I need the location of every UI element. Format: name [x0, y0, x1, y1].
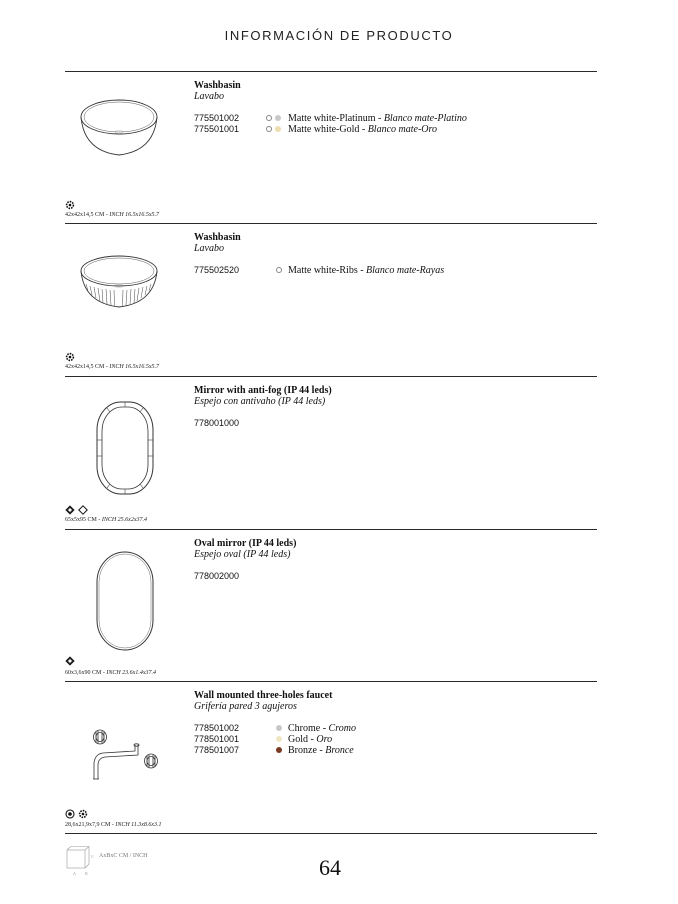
dimensions [65, 822, 162, 829]
finish-name: Chrome - [288, 723, 329, 734]
certification-icons [65, 200, 75, 210]
dimensions-inch: INCH 25.6x2x37.4 [101, 517, 148, 523]
finish-name: Gold - [288, 734, 317, 745]
dimensions-cm: 42x42x14,5 CM - [65, 364, 110, 370]
faucet-illustration [85, 719, 161, 790]
product-oval-mirror [65, 529, 597, 681]
finish-name-es: Blanco mate-Platino [383, 113, 467, 124]
certification-icons [65, 352, 75, 362]
product-code: 778001000 [194, 418, 240, 428]
page-number: 64 [319, 855, 341, 880]
product-name: Mirror with anti-fog (IP 44 leds) [194, 385, 332, 396]
platinum-swatch [275, 115, 281, 121]
certification-icons [65, 809, 88, 819]
dimensions-cm: 65x5x95 CM - [65, 517, 102, 523]
variant-row [194, 745, 594, 756]
variant-row [194, 571, 594, 582]
product-name-es: Espejo oval (IP 44 leds) [194, 549, 291, 560]
product-code: 775501002 [194, 113, 240, 123]
product-code: 778501001 [194, 734, 240, 744]
dimensions [65, 670, 156, 677]
product-code: 775501001 [194, 124, 240, 134]
product-info [194, 385, 594, 429]
product-name: Washbasin [194, 80, 241, 91]
legend-label: AxBxC CM / INCH [99, 853, 148, 859]
ip44-diamond-icon [65, 656, 75, 666]
dimensions-cm: 60x3,6x90 CM - [65, 670, 107, 676]
product-washbasin-smooth [65, 71, 597, 223]
dimensions [65, 212, 159, 219]
product-code: 778501002 [194, 723, 240, 733]
product-name-es: Espejo con antivaho (IP 44 leds) [194, 396, 326, 407]
product-name-es: Grifería pared 3 agujeros [194, 701, 297, 712]
finish-name: Matte white-Gold - [288, 124, 368, 135]
dimensions-inch: INCH 16.5x16.5x5.7 [109, 212, 160, 218]
product-info [194, 80, 594, 135]
finish-name-es: Cromo [328, 723, 356, 734]
gear-icon [78, 809, 88, 819]
finish-name: Matte white-Ribs - [288, 265, 367, 276]
finish-name: Matte white-Platinum - [288, 113, 384, 124]
white-swatch [266, 115, 272, 121]
target-circle-icon [65, 809, 75, 819]
product-name-es: Lavabo [194, 91, 224, 102]
variant-row [194, 124, 594, 135]
ribbed-washbasin-illustration [78, 251, 160, 326]
finish-name-es: Blanco mate-Rayas [366, 265, 445, 276]
bronze-swatch [276, 747, 282, 753]
dimensions-cm: 42x42x14,5 CM - [65, 212, 110, 218]
section-divider [65, 833, 597, 834]
finish-name: Bronze - [288, 745, 326, 756]
product-info [194, 538, 594, 582]
product-name-es: Lavabo [194, 243, 224, 254]
white-swatch [276, 267, 282, 273]
dimension-cube-icon [65, 846, 97, 876]
white-swatch [266, 126, 272, 132]
legend-c-label: C [91, 854, 94, 859]
class-ii-diamond-icon [78, 505, 88, 515]
finish-name-es: Blanco mate-Oro [367, 124, 438, 135]
product-code: 775502520 [194, 265, 240, 275]
product-name: Oval mirror (IP 44 leds) [194, 538, 297, 549]
legend-a-label: A [73, 871, 76, 876]
washbasin-illustration [78, 93, 160, 168]
product-name: Washbasin [194, 232, 241, 243]
product-info [194, 232, 594, 276]
gold-swatch [275, 126, 281, 132]
product-mirror-antifog [65, 376, 597, 529]
page-title: INFORMACIÓN DE PRODUCTO [224, 28, 454, 43]
variant-row [194, 113, 594, 124]
oval-mirror-illustration [95, 550, 155, 657]
finish-name-es: Bronce [325, 745, 354, 756]
mirror-illustration [95, 400, 155, 501]
gold-swatch [276, 736, 282, 742]
dimensions [65, 364, 159, 371]
finish-name-es: Oro [316, 734, 333, 745]
product-info [194, 690, 594, 756]
variant-row [194, 723, 594, 734]
product-code: 778501007 [194, 745, 240, 755]
dimensions-cm: 28,6x21,9x7,9 CM - [65, 822, 116, 828]
variant-row [194, 734, 594, 745]
legend-b-label: B [85, 871, 88, 876]
gear-icon [65, 200, 75, 210]
product-code: 778002000 [194, 571, 240, 581]
certification-icons [65, 505, 88, 515]
variant-row [194, 418, 594, 429]
product-wall-faucet [65, 681, 597, 833]
dimensions-inch: INCH 11.3x8.6x3.1 [115, 822, 162, 828]
product-name: Wall mounted three-holes faucet [194, 690, 333, 701]
ip44-diamond-icon [65, 505, 75, 515]
dimension-legend [65, 846, 148, 881]
gear-icon [65, 352, 75, 362]
product-washbasin-ribbed [65, 223, 597, 376]
dimensions [65, 517, 147, 524]
variant-row [194, 265, 594, 276]
certification-icons [65, 656, 75, 666]
chrome-swatch [276, 725, 282, 731]
dimensions-inch: INCH 23.6x1.4x37.4 [106, 670, 157, 676]
dimensions-inch: INCH 16.5x16.5x5.7 [109, 364, 160, 370]
